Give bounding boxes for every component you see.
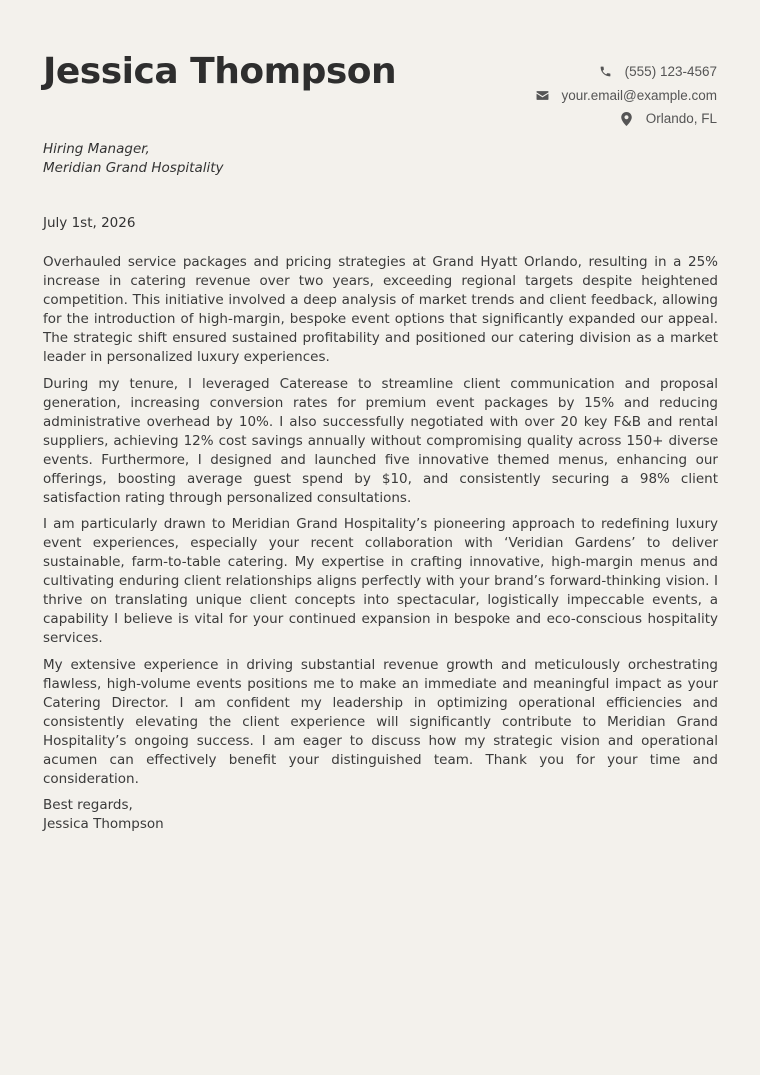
phone-text: (555) 123-4567 [624,64,717,80]
applicant-name: Jessica Thompson [43,51,397,92]
body-paragraph-1: Overhauled service packages and pricing strategies at Grand Hyatt Orlando, resulting in a 25% increase in catering revenue over two years, exceeding regional targets despite heightened competition. This initiative involved a deep analysis of market trends and client feedback, allowing for the introduction of high-margin, bespoke event options that significantly expanded our appeal. The strategic shift ensured sustained profitability and positioned our catering division as a market leader in personalized luxury experiences. [43,254,718,365]
recipient-title: Hiring Manager, [43,141,150,157]
body-paragraph-2: During my tenure, I leveraged Caterease to streamline client communication and proposal generation, increasing conversion rates for premium event packages by 15% and reducing administrative overhead by 10%. I also successfully negotiated with over 20 key F&B and rental suppliers, achieving 12% cost savings annually without compromising quality across 150+ diverse events. Furthermore, I designed and launched five innovative themed menus, enhancing our offerings, boosting average guest spend by $10, and consistently securing a 98% client satisfaction rating through personalized consultations. [43,375,718,506]
letter-date: July 1st, 2026 [43,215,136,231]
map-pin-icon [620,112,634,126]
closing-block [43,796,718,834]
envelope-icon [535,88,549,102]
signature-name: Jessica Thompson [43,816,164,832]
body-paragraph-3: I am particularly drawn to Meridian Grand Hospitality’s pioneering approach to redefining luxury event experiences, especially your recent collaboration with ‘Veridian Gardens’ to deliver sustainable, farm-to-table catering. My expertise in crafting innovative, high-margin menus and cultivating enduring client relationships aligns perfectly with your brand’s forward-thinking vision. I thrive on translating unique client concepts into spectacular, logistically impeccable events, a capability I believe is vital for your continued expansion in bespoke and eco-conscious hospitality services. [43,516,718,646]
contact-block [535,60,717,131]
email-text: your.email@example.com [561,87,717,103]
recipient-block [43,140,224,178]
recipient-company: Meridian Grand Hospitality [43,160,224,176]
contact-email [535,84,717,108]
closing-salutation: Best regards, [43,797,133,813]
contact-phone [535,60,717,84]
body-paragraph-4: My extensive experience in driving substantial revenue growth and meticulously orchestrating flawless, high-volume events positions me to make an immediate and meaningful impact as your Catering Director. I am confident my leadership in optimizing operational efficiencies and consistently elevating the client experience will significantly contribute to Meridian Grand Hospitality’s ongoing success. I am eager to discuss how my strategic vision and operational acumen can effectively benefit your distinguished team. Thank you for your time and consideration. [43,656,718,787]
letter-body [43,253,718,834]
location-text: Orlando, FL [645,111,717,127]
phone-icon [599,65,613,79]
contact-location [535,107,717,131]
